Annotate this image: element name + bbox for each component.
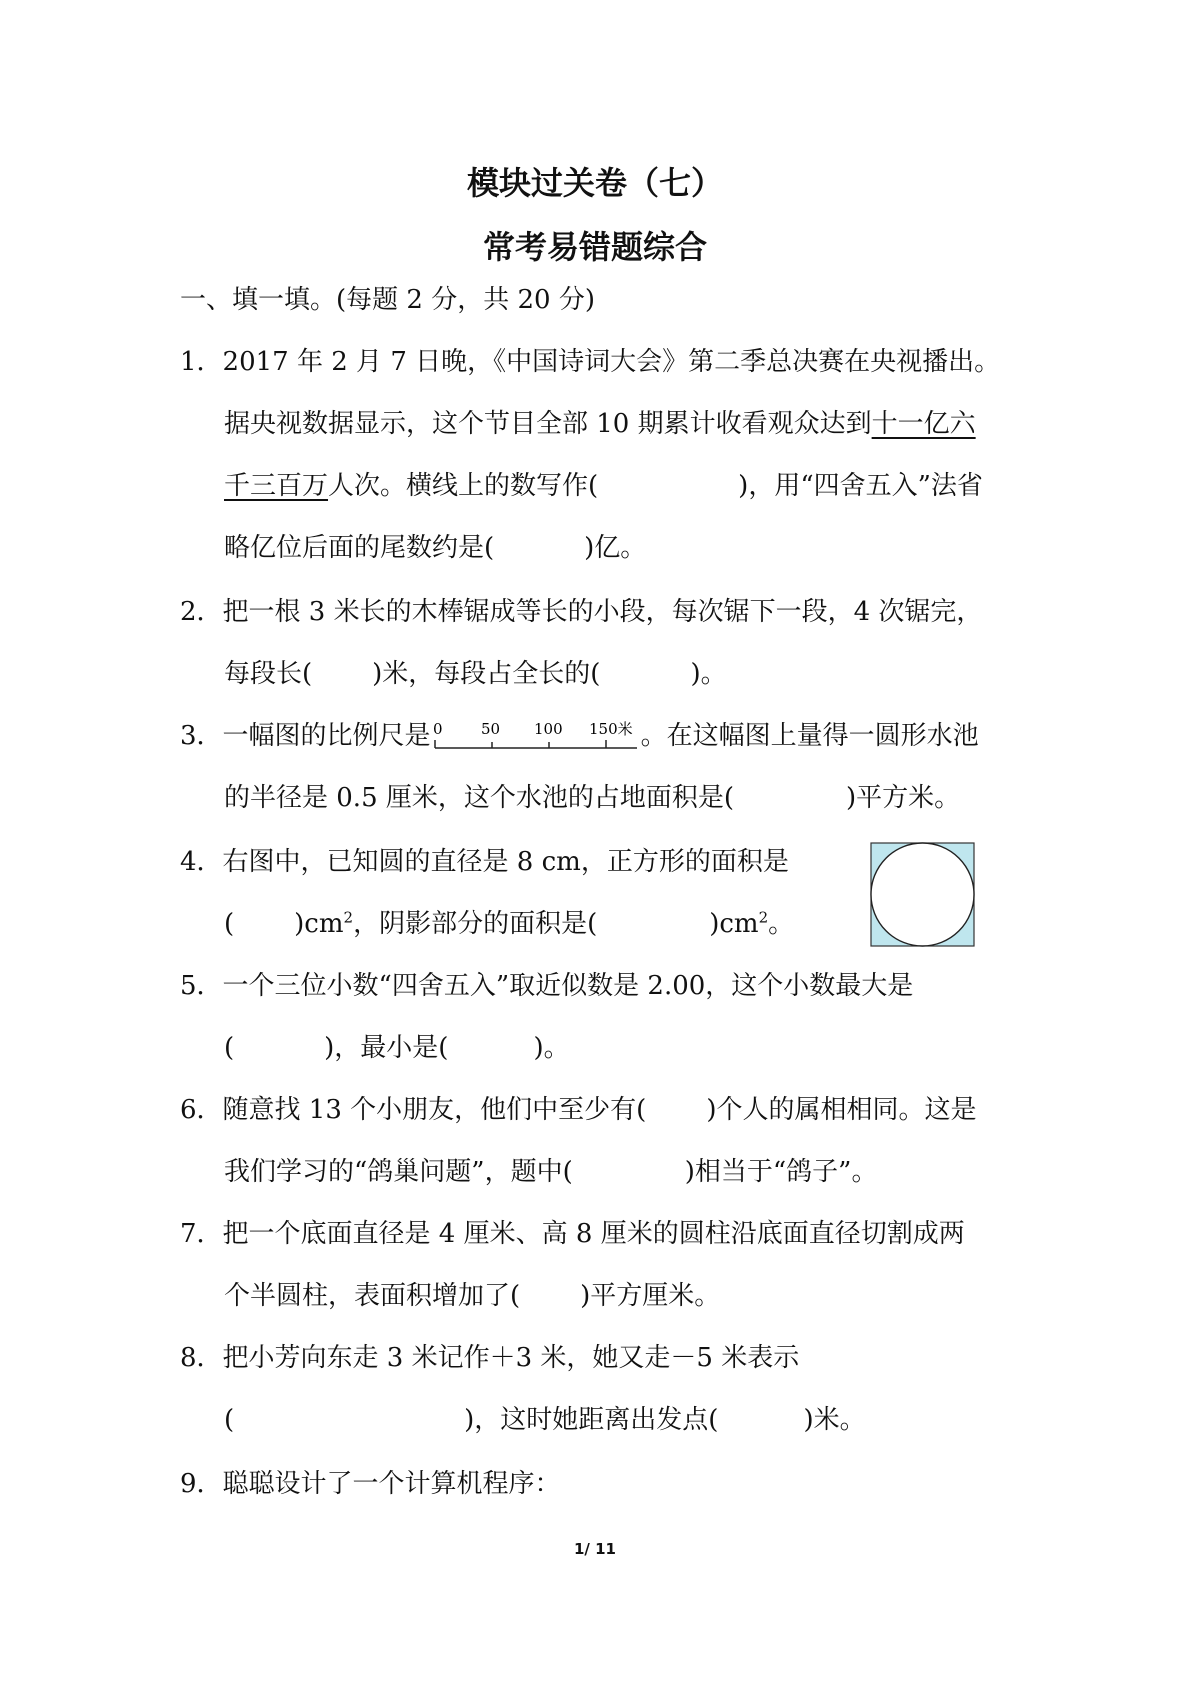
q1-underlined-number-part1: 十一亿六 <box>871 409 976 439</box>
q5-number: 5． <box>180 971 223 1001</box>
q2-text-2b: )米，每段占全长的( <box>372 659 601 689</box>
q9-text-1: 聪聪设计了一个计算机程序： <box>222 1469 561 1499</box>
q2-line2 <box>224 656 727 692</box>
q7-text-2a: 个半圆柱，表面积增加了( <box>224 1281 521 1311</box>
q6-text-1a: 随意找 13 个小朋友，他们中至少有( <box>222 1095 647 1125</box>
q4-text-2c: ，阴影部分的面积是( <box>353 909 598 939</box>
q8-line2 <box>224 1402 866 1438</box>
scale-bar-figure <box>431 718 641 754</box>
q4-text-2d: )cm <box>709 909 759 939</box>
q6-text-1b: )个人的属相相同。这是 <box>706 1095 977 1125</box>
q3-text-1a: 一幅图的比例尺是 <box>222 721 431 751</box>
scale-label-0: 0 <box>432 720 443 738</box>
q1-text-4b: )亿。 <box>584 533 647 563</box>
page-title: 模块过关卷（七） <box>466 164 723 202</box>
q2-number: 2． <box>180 597 223 627</box>
q5-line1 <box>180 968 913 1004</box>
q1-line4 <box>224 530 646 566</box>
q8-line1 <box>180 1340 799 1376</box>
q5-text-2c: )。 <box>533 1033 570 1063</box>
q1-line2 <box>224 406 976 442</box>
page-subtitle: 常考易错题综合 <box>482 228 707 266</box>
q4-number: 4． <box>180 847 223 877</box>
q5-text-1: 一个三位小数“四舍五入”取近似数是 2.00，这个小数最大是 <box>222 971 914 1001</box>
q5-line2 <box>224 1030 570 1066</box>
q8-text-2c: )米。 <box>803 1405 866 1435</box>
q7-number: 7． <box>180 1219 223 1249</box>
circle-in-square-figure <box>870 842 975 947</box>
scale-label-150: 150米 <box>588 720 633 738</box>
q1-number: 1． <box>180 347 223 377</box>
q3-number: 3． <box>180 721 223 751</box>
q8-text-2a: ( <box>224 1405 235 1435</box>
q7-text-1: 把一个底面直径是 4 厘米、高 8 厘米的圆柱沿底面直径切割成两 <box>222 1219 965 1249</box>
page-number: 1/ 11 <box>573 1540 616 1558</box>
q4-line2 <box>224 906 794 942</box>
q8-number: 8． <box>180 1343 223 1373</box>
q2-text-1: 把一根 3 米长的木棒锯成等长的小段，每次锯下一段，4 次锯完， <box>222 597 983 627</box>
section-heading: 一、填一填。(每题 2 分，共 20 分) <box>180 285 595 315</box>
q1-text-3b: )，用“四舍五入”法省 <box>738 471 983 501</box>
q1-line1 <box>180 344 1000 380</box>
q8-text-2b: )，这时她距离出发点( <box>464 1405 719 1435</box>
q6-number: 6． <box>180 1095 223 1125</box>
q1-text-2: 据央视数据显示，这个节目全部 10 期累计收看观众达到 <box>224 409 872 439</box>
q3-text-2a: 的半径是 0.5 厘米，这个水池的占地面积是( <box>224 783 735 813</box>
q2-text-2a: 每段长( <box>224 659 313 689</box>
q4-superscript-1: 2 <box>343 908 354 927</box>
scale-label-100: 100 <box>533 720 563 738</box>
q1-underlined-number-part2: 千三百万 <box>224 471 329 501</box>
q4-text-2a: ( <box>224 909 235 939</box>
q8-text-1: 把小芳向东走 3 米记作＋3 米，她又走－5 米表示 <box>222 1343 800 1373</box>
q3-text-1b: 。在这幅图上量得一圆形水池 <box>640 721 979 751</box>
q6-text-2b: )相当于“鸽子”。 <box>684 1157 878 1187</box>
q4-superscript-2: 2 <box>758 908 769 927</box>
q9-number: 9． <box>180 1469 223 1499</box>
q4-line1 <box>180 844 789 880</box>
q4-text-1: 右图中，已知圆的直径是 8 cm，正方形的面积是 <box>222 847 789 877</box>
q3-line2 <box>224 780 960 816</box>
q1-text-4a: 略亿位后面的尾数约是( <box>224 533 495 563</box>
q3-text-2b: )平方米。 <box>846 783 961 813</box>
q6-line1 <box>180 1092 976 1128</box>
q9-line1 <box>180 1466 561 1502</box>
inscribed-circle <box>871 843 974 946</box>
q2-line1 <box>180 594 982 630</box>
q7-line1 <box>180 1216 965 1252</box>
q6-line2 <box>224 1154 877 1190</box>
q4-text-2e: 。 <box>768 909 795 939</box>
q1-line3 <box>224 468 983 504</box>
q7-text-2b: )平方厘米。 <box>580 1281 721 1311</box>
q5-text-2a: ( <box>224 1033 235 1063</box>
q7-line2 <box>224 1278 720 1314</box>
q6-text-2a: 我们学习的“鸽巢问题”，题中( <box>224 1157 573 1187</box>
q4-text-2b: )cm <box>294 909 344 939</box>
scale-label-50: 50 <box>480 720 500 738</box>
q3-line1 <box>180 718 979 754</box>
q5-text-2b: )，最小是( <box>324 1033 449 1063</box>
q2-text-2c: )。 <box>690 659 727 689</box>
q1-text-3a: 人次。横线上的数写作( <box>328 471 599 501</box>
q1-text-1: 2017 年 2 月 7 日晚，《中国诗词大会》第二季总决赛在央视播出。 <box>222 347 1001 377</box>
